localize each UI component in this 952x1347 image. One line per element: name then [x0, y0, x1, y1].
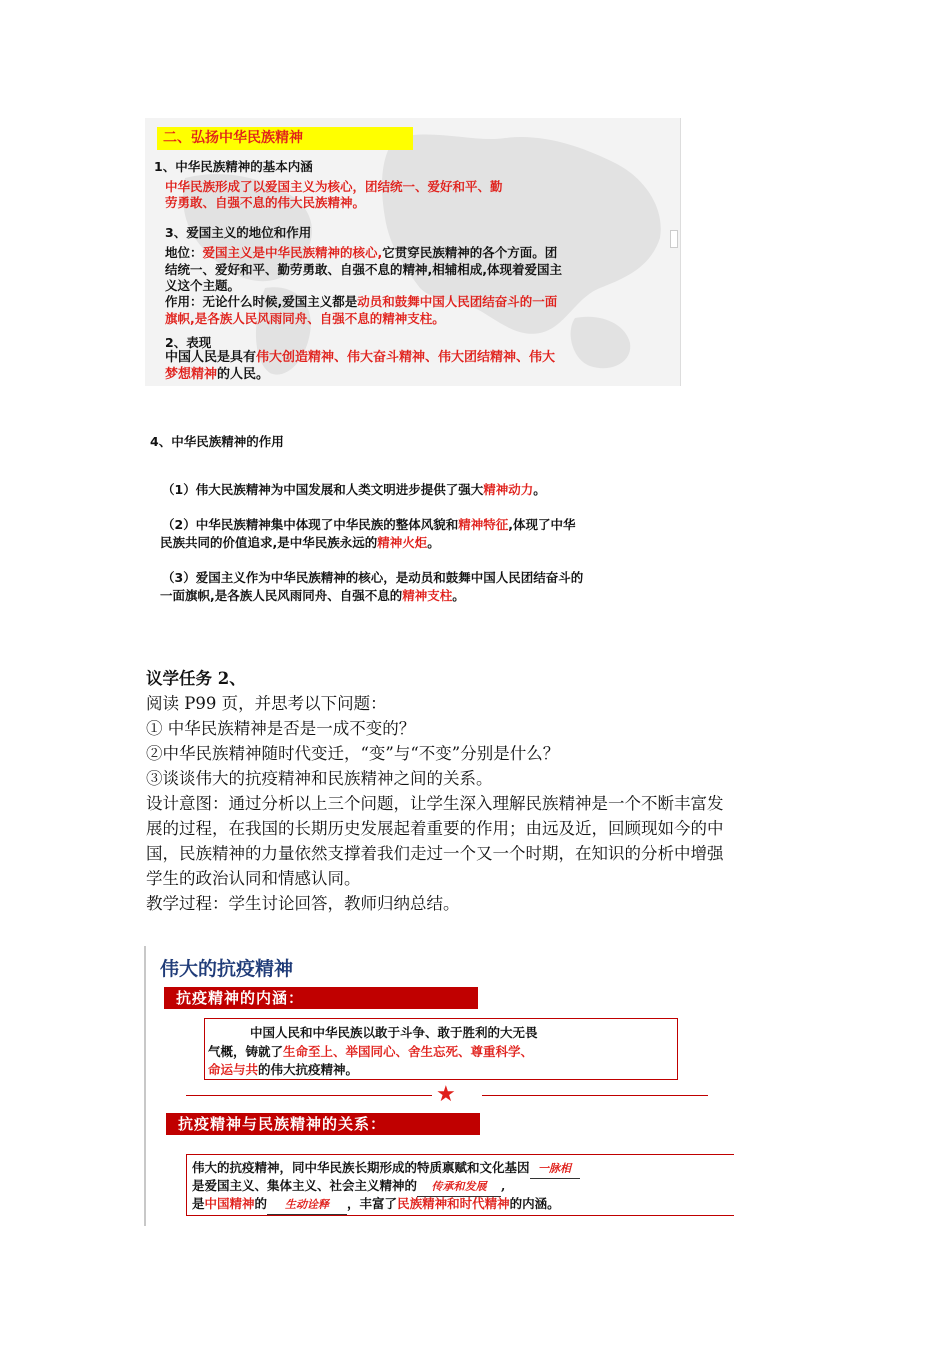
lesson-line-1: 阅读 P99 页，并思考以下问题： — [146, 694, 387, 713]
role-line-1 — [165, 293, 557, 310]
function-item-3-line-1: （3）爱国主义作为中华民族精神的核心，是动员和鼓舞中国人民团结奋斗的 — [162, 570, 584, 585]
position-rest: 它贯穿民族精神的各个方面。团 — [382, 245, 558, 260]
relation-line-2 — [192, 1177, 505, 1197]
meaning-line-3 — [208, 1061, 358, 1079]
function-item-1 — [162, 480, 546, 499]
relation-text-1: 伟大的抗疫精神，同中华民族长期形成的特质禀赋和文化基因 — [192, 1160, 530, 1175]
slide-anti-epidemic-spirit — [144, 946, 736, 1226]
design-intent-line-4: 学生的政治认同和情感认同。 — [146, 869, 361, 888]
relation-red-1: 中国精神 — [204, 1196, 255, 1211]
slide-national-spirit — [145, 118, 681, 386]
basic-meaning-line-2: 劳勇敢、自强不息的伟大民族精神。 — [165, 195, 366, 210]
role-line-2: 旗帜,是各族人民风雨同舟、自强不息的精神支柱。 — [165, 311, 445, 326]
meaning-text-end: 的伟大抗疫精神。 — [258, 1062, 359, 1077]
design-intent-line-3: 国，民族精神的力量依然支撑着我们走过一个又一个时期，在知识的分析中增强 — [146, 844, 724, 863]
manifestation-line-1 — [165, 349, 555, 366]
meaning-red-2: 命运与共 — [208, 1062, 259, 1077]
function-item-2-end: 。 — [427, 535, 440, 550]
meaning-text: 气概，铸就了 — [208, 1044, 284, 1059]
relation-fill-3: 生动诠释 — [267, 1196, 347, 1215]
function-item-3-text: 一面旗帜,是各族人民风雨同舟、自强不息的 — [160, 588, 403, 603]
relation-red-2: 民族精神和时代精神 — [397, 1196, 510, 1211]
manifestation-red-1: 伟大创造精神、伟大奋斗精神、伟大团结精神、伟大 — [256, 350, 556, 365]
design-intent-line-1: 设计意图：通过分析以上三个问题，让学生深入理解民族精神是一个不断丰富发 — [146, 794, 724, 813]
divider-right — [482, 1095, 708, 1096]
relation-bar: 抗疫精神与民族精神的关系： — [166, 1113, 480, 1135]
relation-text-3c: ，丰富了 — [347, 1196, 398, 1211]
function-item-1-text: （1）伟大民族精神为中国发展和人类文明进步提供了强大 — [162, 482, 484, 497]
function-item-3-line-2 — [160, 586, 465, 605]
question-2: ②中华民族精神随时代变迁，“变”与“不变”分别是什么？ — [146, 744, 560, 763]
function-item-2-text: （2）中华民族精神集中体现了中华民族的整体风貌和 — [162, 517, 459, 532]
meaning-red: 生命至上、举国同心、舍生忘死、尊重科学、 — [283, 1044, 534, 1059]
relation-text-3-end: 的内涵。 — [509, 1196, 560, 1211]
function-item-2-line-2 — [160, 533, 440, 552]
relation-text-2: 是爱国主义、集体主义、社会主义精神的 — [192, 1178, 418, 1193]
basic-meaning-title: 1、中华民族精神的基本内涵 — [154, 159, 313, 174]
manifestation-title: 2、表现 — [165, 335, 212, 350]
manifestation-red-2: 梦想精神 — [165, 367, 218, 382]
design-intent-line-2: 展的过程，在我国的长期历史发展起着重要的作用；由远及近，回顾现如今的中 — [146, 819, 724, 838]
slide-scrollbar-thumb[interactable] — [670, 230, 678, 248]
function-item-2-red-2: 精神火炬 — [377, 535, 428, 550]
relation-fill-2: 传承和发展 — [417, 1178, 501, 1197]
manifestation-line-2 — [165, 366, 269, 383]
position-line-3: 义这个主题。 — [165, 278, 241, 293]
slide-title: 伟大的抗疫精神 — [160, 958, 294, 980]
manifestation-text-a: 中国人民是具有 — [165, 350, 257, 365]
meaning-line-1: 中国人民和中华民族以敢于斗争、敢于胜利的大无畏 — [250, 1025, 538, 1040]
function-item-2-text-c: 民族共同的价值追求,是中华民族永远的 — [160, 535, 378, 550]
basic-meaning-line-1: 中华民族形成了以爱国主义为核心，团结统一、爱好和平、勤 — [165, 179, 503, 194]
function-item-3-end: 。 — [452, 588, 465, 603]
function-item-2-line-1 — [162, 515, 575, 534]
relation-fill-1: 一脉相 — [530, 1160, 580, 1179]
function-item-1-red: 精神动力 — [483, 482, 534, 497]
section-heading: 二、弘扬中华民族精神 — [157, 127, 413, 150]
position-line-1 — [165, 244, 557, 261]
patriotism-title: 3、爱国主义的地位和作用 — [165, 225, 312, 240]
task-title: 议学任务 2、 — [146, 669, 246, 688]
position-label: 地位： — [165, 245, 203, 260]
relation-line-3 — [192, 1195, 560, 1215]
question-3: ③谈谈伟大的抗疫精神和民族精神之间的关系。 — [146, 769, 493, 788]
meaning-line-2 — [208, 1043, 533, 1061]
question-1: ① 中华民族精神是否是一成不变的？ — [146, 719, 416, 738]
functions-title: 4、中华民族精神的作用 — [150, 434, 284, 449]
relation-text-3a: 是 — [192, 1196, 205, 1211]
function-item-1-end: 。 — [533, 482, 546, 497]
meaning-bar: 抗疫精神的内涵： — [164, 987, 478, 1009]
teaching-process: 教学过程：学生讨论回答，教师归纳总结。 — [146, 894, 460, 913]
function-item-3-red: 精神支柱 — [402, 588, 453, 603]
relation-text-2-end: , — [501, 1178, 506, 1193]
role-red-1: 动员和鼓舞中国人民团结奋斗的一面 — [357, 294, 558, 309]
relation-line-1 — [192, 1159, 580, 1179]
function-item-2-red: 精神特征 — [458, 517, 509, 532]
function-item-2-text-b: ,体现了中华 — [508, 517, 576, 532]
position-core-text: 爱国主义是中华民族精神的核心, — [202, 245, 383, 260]
manifestation-text-b: 的人民。 — [217, 367, 270, 382]
divider-left — [186, 1095, 432, 1096]
role-label: 作用：无论什么时候,爱国主义都是 — [165, 294, 358, 309]
star-icon: ★ — [436, 1082, 456, 1107]
relation-text-3b: 的 — [254, 1196, 268, 1211]
position-line-2: 结统一、爱好和平、勤劳勇敢、自强不息的精神,相辅相成,体现着爱国主 — [165, 262, 562, 277]
